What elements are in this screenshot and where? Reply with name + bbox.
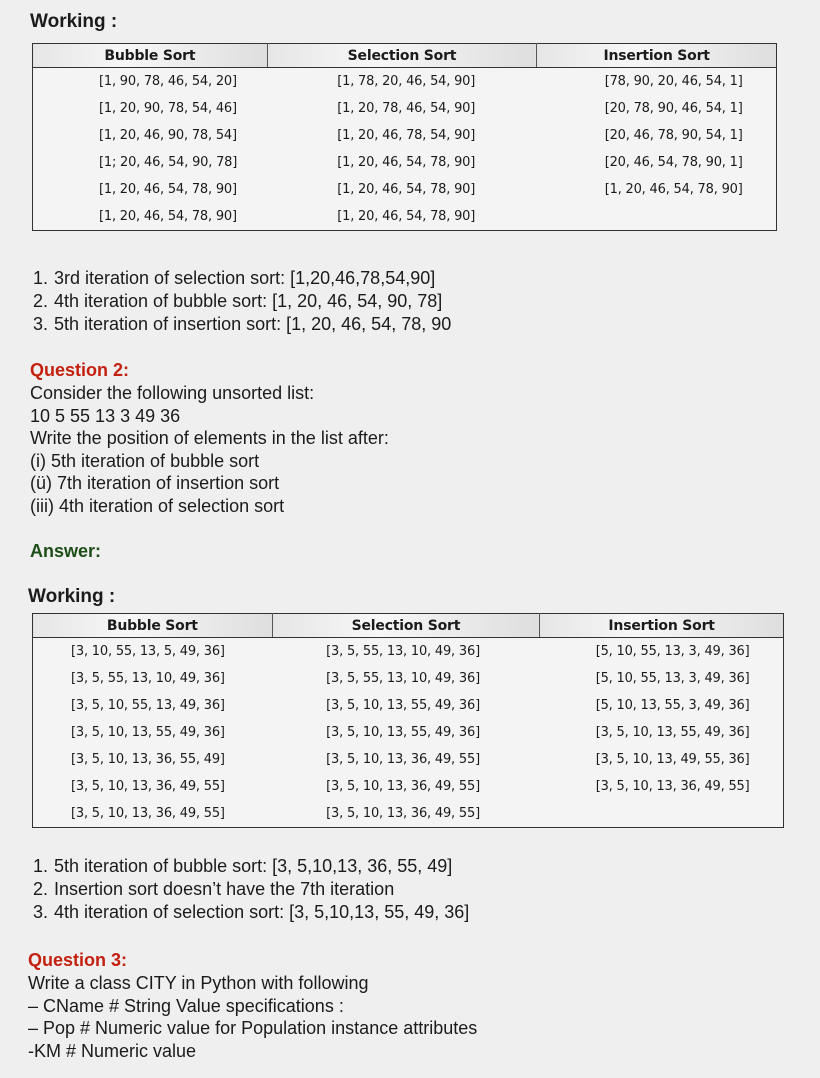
table-cell — [267, 68, 536, 96]
table-row — [33, 203, 777, 231]
table-row — [33, 719, 784, 746]
answer-list-1 — [24, 268, 451, 337]
table-cell — [272, 719, 540, 746]
table-cell — [33, 68, 268, 96]
cell-value: [3, 5, 10, 13, 36, 49, 55] — [326, 752, 480, 767]
table-cell — [537, 122, 777, 149]
table-cell — [33, 149, 268, 176]
cell-value: [1, 20, 78, 46, 54, 90] — [337, 101, 476, 116]
table-row — [33, 800, 784, 828]
question-3-line: – Pop # Numeric value for Population instance attributes — [28, 1018, 478, 1038]
list-item: 3. 5th iteration of insertion sort: [1, 20, 46, 54, 78, 90 — [32, 314, 452, 334]
cell-value: [78, 90, 20, 46, 54, 1] — [604, 74, 743, 89]
cell-value: [1, 90, 78, 46, 54, 20] — [99, 74, 237, 89]
table-cell — [267, 122, 536, 149]
table-cell — [540, 638, 784, 666]
cell-value: [3, 5, 10, 13, 36, 55, 49] — [71, 752, 225, 767]
table-header-selection: Selection Sort — [267, 44, 536, 68]
table-cell — [272, 638, 540, 666]
table-cell — [537, 176, 777, 203]
question-3-line: -KM # Numeric value — [28, 1040, 197, 1061]
table-cell — [272, 692, 540, 719]
question-3-body — [28, 972, 477, 1062]
cell-value: [1, 20, 46, 54, 78, 90] — [604, 182, 743, 197]
table-cell — [33, 746, 273, 773]
cell-value: [3, 5, 10, 13, 55, 49, 36] — [326, 725, 480, 740]
table-cell — [267, 95, 536, 122]
table-cell — [272, 800, 540, 828]
table-cell — [267, 149, 536, 176]
cell-value: [3, 5, 10, 13, 55, 49, 36] — [326, 698, 480, 713]
table-cell — [267, 203, 536, 231]
list-item: 3. 4th iteration of selection sort: [3, 5,10,13, 55, 49, 36] — [32, 902, 470, 922]
table-row — [33, 692, 784, 719]
cell-value: [1, 20, 46, 78, 54, 90] — [337, 128, 476, 143]
cell-value: [3, 5, 10, 13, 36, 49, 55] — [326, 806, 480, 821]
table-header-insertion: Insertion Sort — [540, 614, 784, 638]
cell-value: [1, 20, 46, 54, 78, 90] — [337, 155, 476, 170]
sort-table-2 — [32, 613, 784, 828]
table-cell — [540, 692, 784, 719]
cell-value: [3, 5, 55, 13, 10, 49, 36] — [71, 671, 225, 686]
list-item: 2. Insertion sort doesn’t have the 7th iteration — [32, 879, 395, 899]
sort-table-1 — [32, 43, 777, 231]
cell-value: [3, 5, 10, 13, 55, 49, 36] — [595, 725, 750, 740]
table-cell — [537, 203, 777, 231]
cell-value: [1, 20, 46, 54, 78, 90] — [99, 209, 237, 224]
cell-value: [1, 20, 46, 54, 78, 90] — [337, 182, 476, 197]
table-cell — [540, 665, 784, 692]
table-cell — [33, 176, 268, 203]
table-cell — [272, 665, 540, 692]
cell-value: [5, 10, 55, 13, 3, 49, 36] — [595, 671, 750, 686]
question-2-line: (i) 5th iteration of bubble sort — [30, 450, 260, 471]
table-cell — [267, 176, 536, 203]
cell-value: [3, 5, 10, 13, 36, 49, 55] — [71, 779, 225, 794]
question-3-title: Question 3: — [28, 950, 128, 970]
table-cell — [272, 746, 540, 773]
table-cell — [540, 719, 784, 746]
table-cell — [537, 149, 777, 176]
table-row — [33, 665, 784, 692]
cell-value: [5, 10, 55, 13, 3, 49, 36] — [595, 644, 750, 659]
question-2-line: Write the position of elements in the list after: — [30, 428, 389, 448]
cell-value: [3, 5, 55, 13, 10, 49, 36] — [326, 671, 480, 686]
question-2-line: (iii) 4th iteration of selection sort — [30, 495, 285, 516]
table-cell — [540, 800, 784, 828]
question-3-line: – CName # String Value specifications : — [28, 995, 344, 1016]
table-cell — [33, 203, 268, 231]
table-cell — [537, 68, 777, 96]
question-3-line: Write a class CITY in Python with following — [28, 973, 369, 993]
working-heading-2: Working : — [28, 586, 116, 607]
list-item: 2. 4th iteration of bubble sort: [1, 20, 46, 54, 90, 78] — [32, 291, 443, 311]
table-cell — [33, 95, 268, 122]
table-header-selection: Selection Sort — [272, 614, 540, 638]
cell-value: [3, 5, 10, 13, 49, 55, 36] — [595, 752, 750, 767]
answer-label: Answer: — [30, 541, 102, 561]
table-header-bubble: Bubble Sort — [33, 614, 273, 638]
table-row — [33, 746, 784, 773]
table-header-insertion: Insertion Sort — [537, 44, 777, 68]
cell-value: [1, 78, 20, 46, 54, 90] — [337, 74, 476, 89]
table-row — [33, 638, 784, 666]
table-cell — [33, 719, 273, 746]
table-row — [33, 122, 777, 149]
cell-value: [1, 20, 46, 54, 78, 90] — [99, 182, 237, 197]
question-2-body — [30, 382, 389, 517]
table-row — [33, 176, 777, 203]
cell-value: [3, 5, 10, 13, 36, 49, 55] — [595, 779, 750, 794]
cell-value: [3, 5, 10, 13, 55, 49, 36] — [71, 725, 225, 740]
table-cell — [537, 95, 777, 122]
cell-value: [5, 10, 13, 55, 3, 49, 36] — [595, 698, 750, 713]
cell-value: [1; 20, 46, 54, 90, 78] — [99, 155, 238, 170]
working-heading-1: Working : — [30, 11, 118, 32]
cell-value: [20, 46, 54, 78, 90, 1] — [604, 155, 743, 170]
list-item: 1. 3rd iteration of selection sort: [1,20,46,78,54,90] — [32, 268, 436, 288]
question-2-line: (ü) 7th iteration of insertion sort — [30, 473, 280, 493]
table-cell — [33, 800, 273, 828]
question-2-line: 10 5 55 13 3 49 36 — [30, 405, 181, 426]
table-cell — [540, 773, 784, 800]
cell-value: [20, 78, 90, 46, 54, 1] — [604, 101, 743, 116]
cell-value: [3, 5, 55, 13, 10, 49, 36] — [326, 644, 480, 659]
table-cell — [33, 665, 273, 692]
table-row — [33, 773, 784, 800]
table-cell — [33, 638, 273, 666]
list-item: 1. 5th iteration of bubble sort: [3, 5,10,13, 36, 55, 49] — [32, 856, 453, 876]
question-2-title: Question 2: — [30, 360, 130, 380]
table-cell — [272, 773, 540, 800]
table-header-bubble: Bubble Sort — [33, 44, 268, 68]
cell-value: [3, 5, 10, 55, 13, 49, 36] — [71, 698, 225, 713]
cell-value: [3, 5, 10, 13, 36, 49, 55] — [71, 806, 225, 821]
table-cell — [540, 746, 784, 773]
table-row — [33, 68, 777, 96]
table-row — [33, 95, 777, 122]
cell-value: [20, 46, 78, 90, 54, 1] — [604, 128, 743, 143]
cell-value: [1, 20, 46, 54, 78, 90] — [337, 209, 476, 224]
answer-list-2 — [24, 856, 469, 925]
table-cell — [33, 773, 273, 800]
question-2-line: Consider the following unsorted list: — [30, 383, 315, 403]
table-cell — [33, 122, 268, 149]
cell-value: [3, 10, 55, 13, 5, 49, 36] — [71, 644, 225, 659]
table-row — [33, 149, 777, 176]
cell-value: [1, 20, 46, 90, 78, 54] — [99, 128, 237, 143]
cell-value: [3, 5, 10, 13, 36, 49, 55] — [326, 779, 480, 794]
cell-value: [1, 20, 90, 78, 54, 46] — [99, 101, 237, 116]
table-cell — [33, 692, 273, 719]
